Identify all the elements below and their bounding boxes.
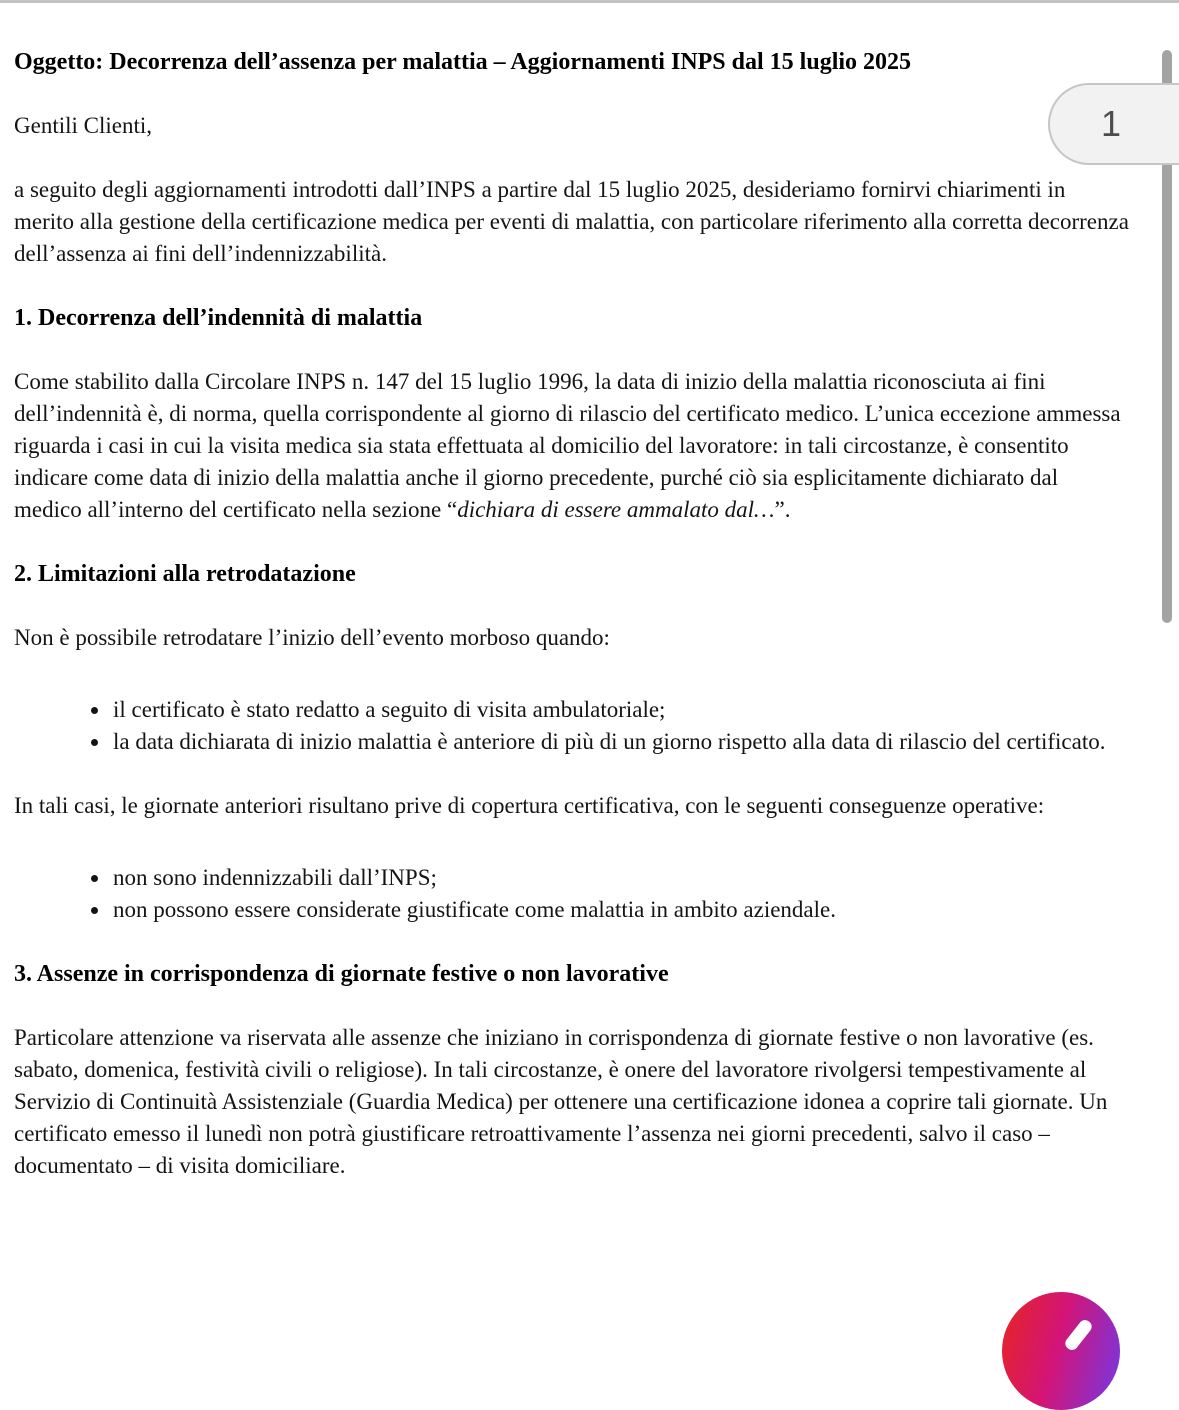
section-2-lead: Non è possibile retrodatare l’inizio dell’evento morboso quando: [14,625,610,650]
page-number-label: 1 [1100,103,1122,144]
page-number-badge [1048,83,1179,165]
list-item: • non sono indennizzabili dall’INPS; [111,862,1130,894]
list-item: • la data dichiarata di inizio malattia è anteriore di più di un giorno rispetto alla data di rilascio del certificato. [111,726,1130,758]
section-1-text: Come stabilito dalla Circolare INPS n. 147 del 15 luglio 1996, la data di inizio della malattia riconosciuta ai fini dell’indennità è, di norma, quella corrispondente al giorno di rilascio del certificato medico. L’unica eccezione ammessa riguarda i casi in cui la visita medica sia stata effettuata al domicilio del lavoratore: in tali circostanze, è consentito indicare come data di inizio della malattia anche il giorno precedente, purché ciò sia esplicitamente dichiarato dal medico all’interno del certificato nella sezione “ [14,369,1121,522]
document-subject-title: Oggetto: Decorrenza dell’assenza per malattia – Aggiornamenti INPS dal 15 luglio 2025 [14,49,912,75]
salutation: Gentili Clienti, [14,113,152,138]
section-1-paragraph [14,366,1130,526]
list-item: • non possono essere considerate giustificate come malattia in ambito aziendale. [111,894,1130,926]
section-1-quote-italic: dichiara di essere ammalato dal… [457,497,775,522]
consequences-list [14,862,1130,926]
retrodating-conditions-list [14,694,1130,758]
assistant-orb-icon [1063,1318,1094,1353]
section-3-paragraph: Particolare attenzione va riservata alle assenze che iniziano in corrispondenza di giornate festive o non lavorative (es. sabato, domenica, festività civili o religiose). In tali circostanze, è onere del lavoratore rivolgersi tempestivamente al Servizio di Continuità Assistenziale (Guardia Medica) per ottenere una certificazione idonea a coprire tali giornate. Un certificato emesso il lunedì non potrà giustificare retroattivamente l’assenza nei giorni precedenti, salvo il caso – documentato – di visita domiciliare. [14,1025,1108,1178]
section-3-heading: 3. Assenze in corrispondenza di giornate festive o non lavorative [14,961,669,987]
assistant-orb-button[interactable] [1002,1292,1120,1410]
section-2-consequences-lead: In tali casi, le giornate anteriori risultano prive di copertura certificativa, con le seguenti conseguenze operative: [14,793,1045,818]
intro-paragraph: a seguito degli aggiornamenti introdotti dall’INPS a partire dal 15 luglio 2025, desideriamo fornirvi chiarimenti in merito alla gestione della certificazione medica per eventi di malattia, con particolare riferimento alla corretta decorrenza dell’assenza ai fini dell’indennizzabilità. [14,177,1129,266]
section-2-heading: 2. Limitazioni alla retrodatazione [14,561,356,587]
list-item: • il certificato è stato redatto a seguito di visita ambulatoriale; [111,694,1130,726]
section-1-heading: 1. Decorrenza dell’indennità di malattia [14,305,423,331]
section-1-quote-close: ”. [774,497,791,522]
